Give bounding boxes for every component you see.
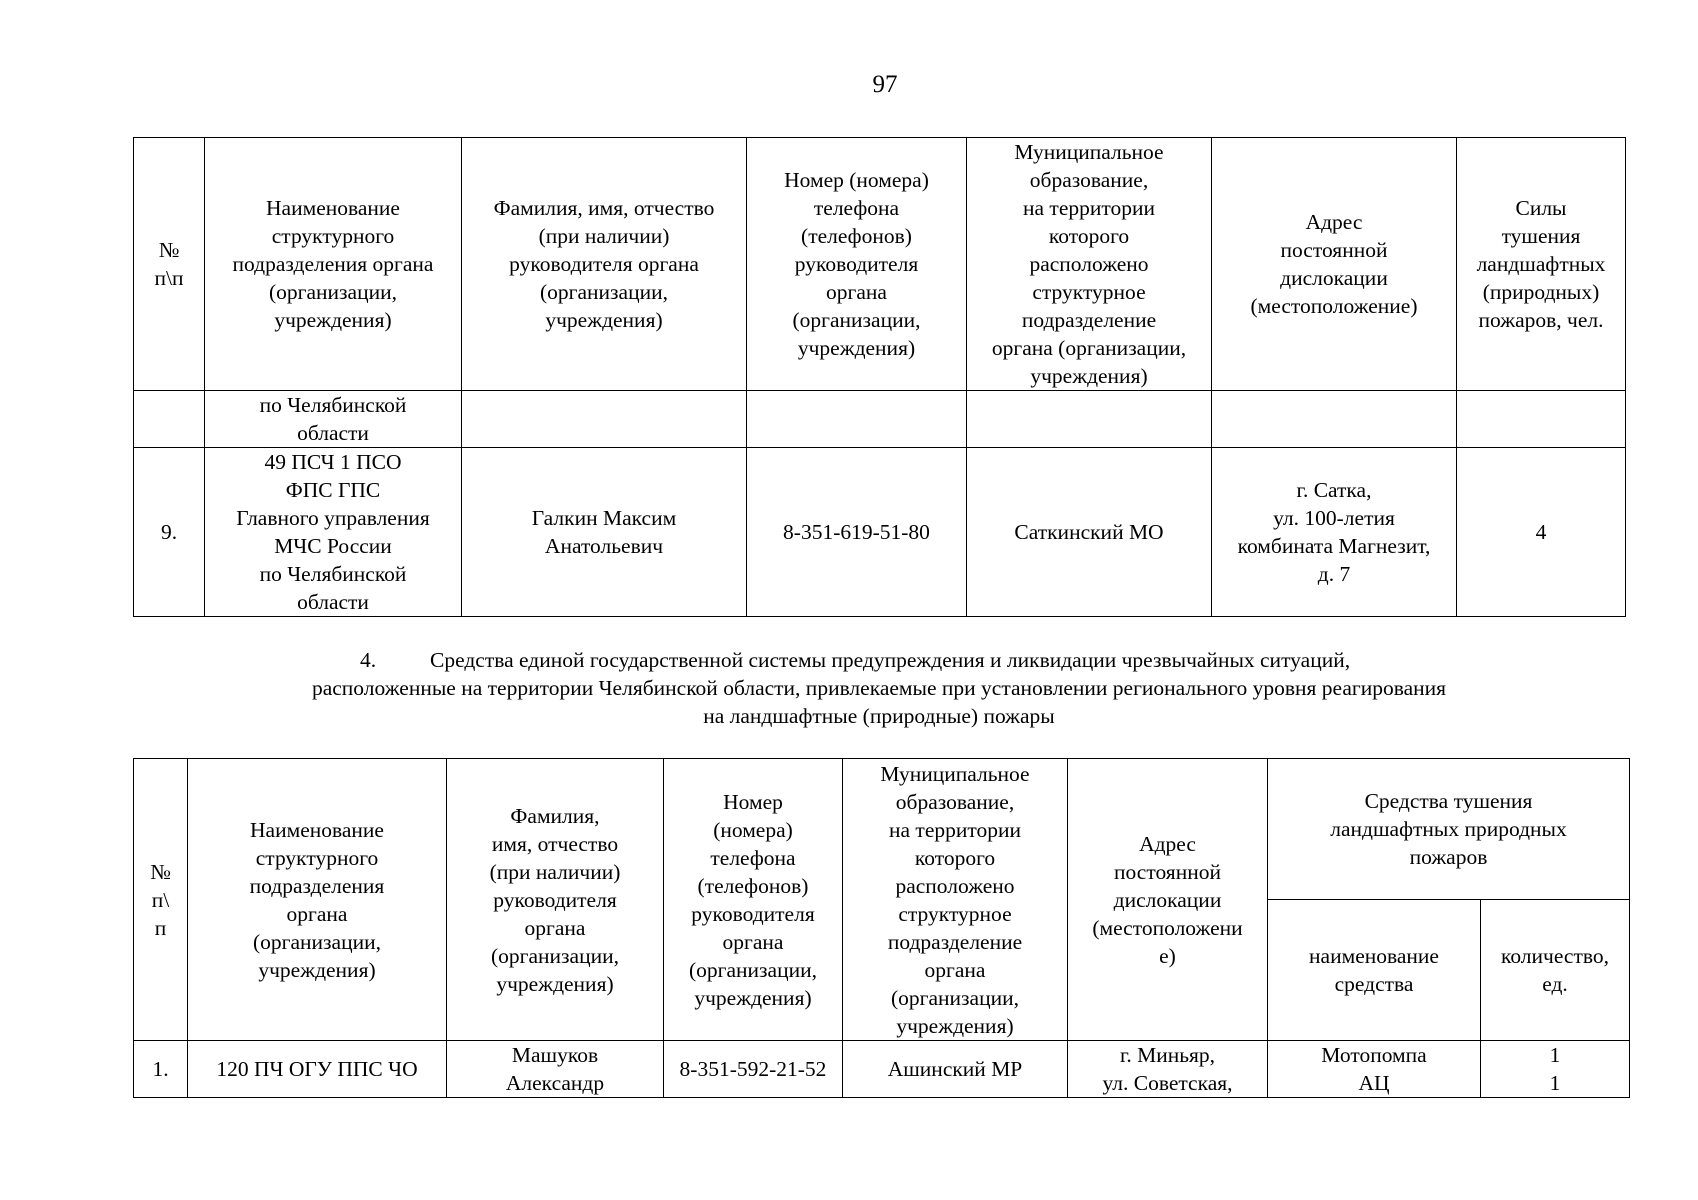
header-phone: Номер (номера) телефона (телефонов) руководителя органа (организации, учреждения) [747,138,967,391]
cell-head-name: Галкин Максим Анатольевич [462,448,747,617]
cell-address [1212,391,1457,448]
cell-num: 9. [134,448,205,617]
section-heading [133,646,1625,730]
section-heading-line-1 [133,646,1625,674]
header-means-name: наименование средства [1268,900,1481,1041]
cell-municipality [967,391,1212,448]
cell-means-name: Мотопомпа АЦ [1268,1041,1481,1098]
header-head-name: Фамилия, имя, отчество (при наличии) руководителя органа (организации, учреждения) [462,138,747,391]
fire-units-table [133,137,1626,617]
header-head-name: Фамилия, имя, отчество (при наличии) руководителя органа (организации, учреждения) [447,759,664,1041]
cell-unit-name: по Челябинской области [205,391,462,448]
cell-address: г. Сатка, ул. 100-летия комбината Магнезит, д. 7 [1212,448,1457,617]
cell-phone [747,391,967,448]
table-row [134,391,1626,448]
header-municipality: Муниципальное образование, на территории которого расположено структурное подразделение органа (организации, учреждения) [843,759,1068,1041]
section-heading-line-2: расположенные на территории Челябинской области, привлекаемые при установлении регионального уровня реагирования [311,676,1447,700]
table-header-row [134,759,1630,900]
header-municipality: Муниципальное образование, на территории которого расположено структурное подразделение органа (организации, учреждения) [967,138,1212,391]
header-address: Адрес постоянной дислокации (местоположение) [1212,138,1457,391]
section-number: 4. [360,648,377,672]
header-phone: Номер (номера) телефона (телефонов) руководителя органа (организации, учреждения) [664,759,843,1041]
cell-unit-name: 49 ПСЧ 1 ПСО ФПС ГПС Главного управления МЧС России по Челябинской области [205,448,462,617]
header-means-group: Средства тушения ландшафтных природных пожаров [1268,759,1630,900]
cell-unit-name: 120 ПЧ ОГУ ППС ЧО [188,1041,447,1098]
header-forces: Силы тушения ландшафтных (природных) пожаров, чел. [1457,138,1626,391]
header-num: № п\п [134,138,205,391]
cell-phone: 8-351-619-51-80 [747,448,967,617]
header-unit-name: Наименование структурного подразделения органа (организации, учреждения) [188,759,447,1041]
header-num: № п\ п [134,759,188,1041]
cell-municipality: Ашинский МР [843,1041,1068,1098]
cell-forces [1457,391,1626,448]
emergency-means-table [133,758,1630,1098]
cell-means-qty: 1 1 [1481,1041,1630,1098]
header-unit-name: Наименование структурного подразделения органа (организации, учреждения) [205,138,462,391]
cell-head-name: Машуков Александр [447,1041,664,1098]
table-header-row [134,138,1626,391]
header-address: Адрес постоянной дислокации (местоположени е) [1068,759,1268,1041]
table-row [134,1041,1630,1098]
section-heading-line-3: на ландшафтные (природные) пожары [703,704,1055,728]
table-row [134,448,1626,617]
cell-forces: 4 [1457,448,1626,617]
cell-num [134,391,205,448]
cell-municipality: Саткинский МО [967,448,1212,617]
section-title-part-1: Средства единой государственной системы предупреждения и ликвидации чрезвычайных ситуаций, [430,648,1351,672]
cell-num: 1. [134,1041,188,1098]
cell-head-name [462,391,747,448]
cell-phone: 8-351-592-21-52 [664,1041,843,1098]
header-means-qty: количество, ед. [1481,900,1630,1041]
cell-address: г. Миньяр, ул. Советская, [1068,1041,1268,1098]
page-number: 97 [872,71,898,98]
